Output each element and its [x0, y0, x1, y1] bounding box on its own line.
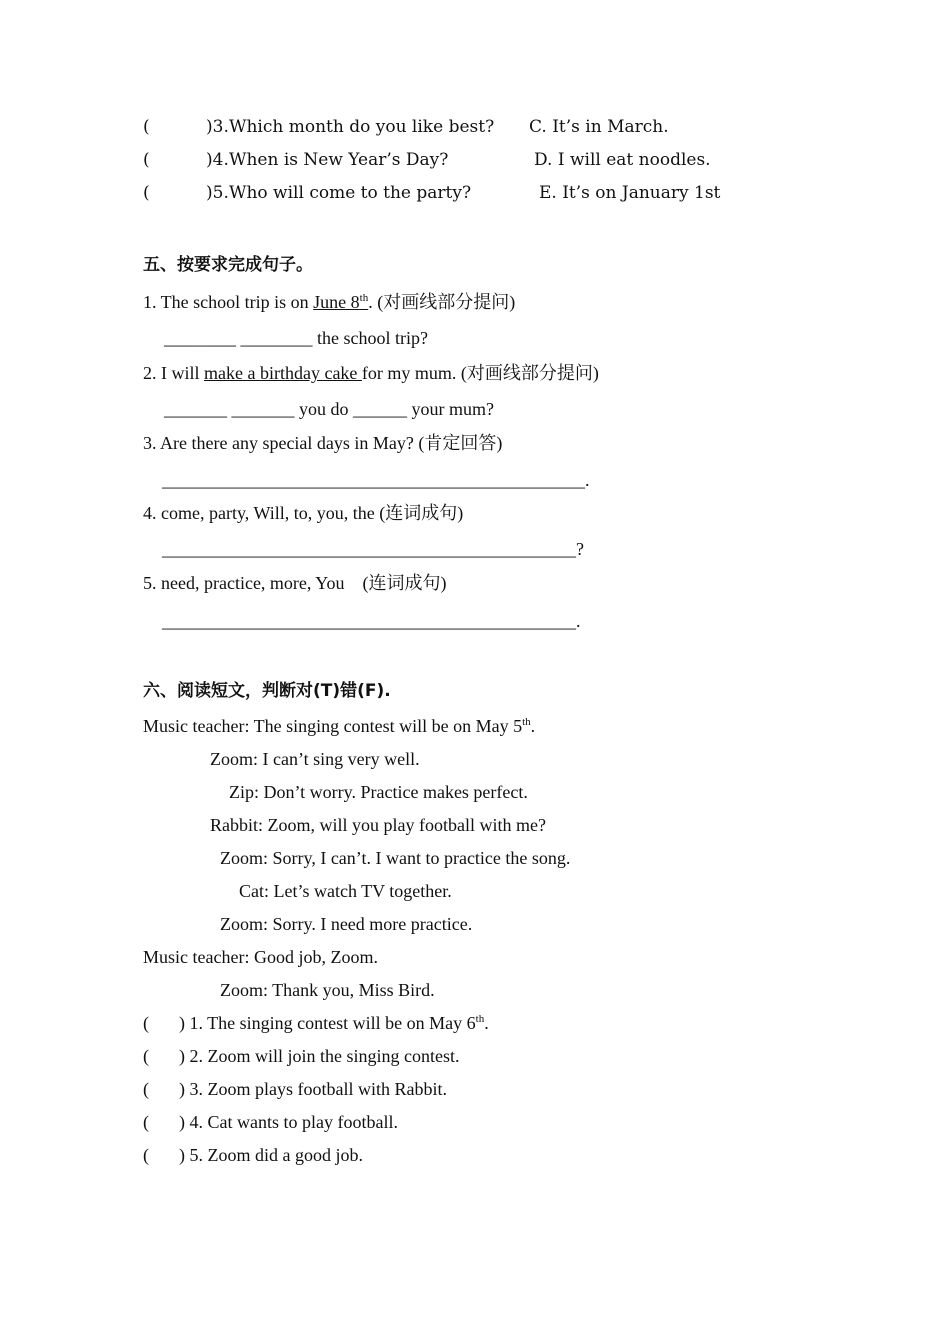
answer-line-4[interactable]: ______________________________________________?	[162, 539, 584, 559]
q2-text: 2. I will	[143, 363, 204, 383]
judge-item: ( ) 1. The singing contest will be on May 6th.	[143, 1013, 489, 1033]
match-question: Which month do you like best?	[229, 117, 495, 137]
answer-paren[interactable]: (	[143, 1145, 149, 1165]
match-question: When is New Year’s Day?	[229, 150, 449, 170]
answer-paren[interactable]: (	[143, 1013, 149, 1033]
match-answer: D. I will eat noodles.	[534, 150, 711, 170]
dialogue-line: Zoom: Sorry, I can’t. I want to practice the song.	[220, 848, 571, 868]
q1-instruction: . (对画线部分提问)	[368, 292, 516, 312]
judge-item: ( ) 2. Zoom will join the singing contest.	[143, 1046, 460, 1066]
dialogue-line: Zoom: I can’t sing very well.	[210, 749, 420, 769]
match-answer: C. It’s in March.	[529, 117, 669, 137]
section-title: 五、按要求完成句子。	[143, 255, 313, 275]
question-number: )3.	[206, 117, 229, 137]
answer-paren[interactable]: (	[143, 150, 150, 170]
answer-line-1[interactable]: ________ ________ the school trip?	[164, 328, 428, 348]
dialogue-line: Zoom: Thank you, Miss Bird.	[220, 980, 435, 1000]
q2-underlined: make a birthday cake	[204, 363, 362, 383]
dialogue-line: Cat: Let’s watch TV together.	[239, 881, 452, 901]
q1-underlined: June 8th	[313, 292, 369, 312]
judge-item: ( ) 5. Zoom did a good job.	[143, 1145, 363, 1165]
answer-line-3[interactable]: _______________________________________________.	[162, 470, 590, 490]
dialogue-line: Zoom: Sorry. I need more practice.	[220, 914, 473, 934]
answer-paren[interactable]: (	[143, 1079, 149, 1099]
match-answer: E. It’s on January 1st	[539, 183, 721, 203]
dialogue-line: Music teacher: Good job, Zoom.	[143, 947, 378, 967]
q2-instruction: for my mum. (对画线部分提问)	[361, 363, 599, 383]
dialogue-line: Music teacher: The singing contest will be on May 5th.	[143, 716, 536, 736]
question-2	[143, 362, 599, 384]
question-number: )4.	[206, 150, 229, 170]
question-3: 3. Are there any special days in May? (肯定回答)	[143, 433, 503, 453]
match-question: Who will come to the party?	[229, 183, 472, 203]
q1-text: 1. The school trip is on	[143, 292, 314, 312]
judge-item: ( ) 3. Zoom plays football with Rabbit.	[143, 1079, 447, 1099]
dialogue-line: Zip: Don’t worry. Practice makes perfect.	[229, 782, 528, 802]
answer-paren[interactable]: (	[143, 183, 150, 203]
answer-paren[interactable]: (	[143, 1046, 149, 1066]
judge-item: ( ) 4. Cat wants to play football.	[143, 1112, 398, 1132]
answer-line-2[interactable]: _______ _______ you do ______ your mum?	[164, 399, 494, 419]
answer-paren[interactable]: (	[143, 117, 150, 137]
question-4: 4. come, party, Will, to, you, the (连词成句)	[143, 503, 464, 523]
question-5: 5. need, practice, more, You (连词成句)	[143, 573, 447, 593]
answer-paren[interactable]: (	[143, 1112, 149, 1132]
question-1	[143, 291, 515, 313]
question-number: )5.	[206, 183, 229, 203]
answer-line-5[interactable]: ______________________________________________.	[162, 611, 581, 631]
section-title: 六、阅读短文，判断对(T)错(F).	[143, 681, 391, 701]
dialogue-line: Rabbit: Zoom, will you play football with me?	[210, 815, 546, 835]
